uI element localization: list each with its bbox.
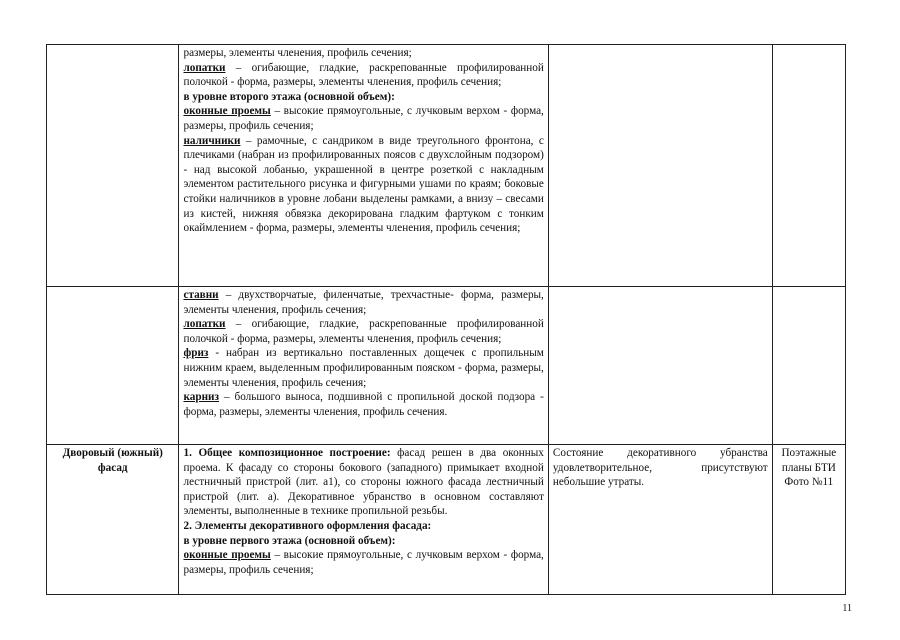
subheading: в уровне первого этажа (основной объем): <box>183 534 396 547</box>
term: лопатки <box>183 318 226 331</box>
lead-text: 1. Общее композиционное построение: <box>183 447 391 459</box>
table-row <box>47 445 846 595</box>
facade-label: Дворовый (южный) фасад <box>62 447 163 474</box>
paragraph: лопатки – огибающие, гладкие, раскрепованные профилированной полочкой - форма, размеры, элементы членения, профиль сечения; <box>183 318 544 345</box>
document-table <box>46 44 846 595</box>
sources-cell <box>772 445 845 595</box>
condition-cell <box>548 287 772 445</box>
sources-cell <box>772 287 845 445</box>
description-cell <box>179 287 548 445</box>
condition-cell <box>548 445 772 595</box>
term: оконные проемы <box>183 549 271 562</box>
term: лопатки <box>183 61 226 74</box>
term: карниз <box>183 391 219 404</box>
paragraph: оконные проемы – высокие прямоугольные, с лучковым верхом - форма, размеры, профиль сечения; <box>183 105 544 132</box>
sources-text: Поэтажные планы БТИ Фото №11 <box>781 447 837 489</box>
term: наличники <box>183 134 241 147</box>
paragraph: размеры, элементы членения, профиль сечения; <box>183 47 412 59</box>
term: оконные проемы <box>183 105 271 118</box>
page-number: 11 <box>842 603 852 614</box>
subheading: в уровне второго этажа (основной объем): <box>183 90 395 103</box>
paragraph: ставни – двухстворчатые, филенчатые, трехчастные- форма, размеры, элементы членения, профиль сечения; <box>183 289 544 316</box>
facade-label-cell <box>47 287 179 445</box>
facade-label-cell <box>47 45 179 287</box>
paragraph: лопатки – огибающие, гладкие, раскрепованные профилированной полочкой - форма, размеры, элементы членения, профиль сечения; <box>183 61 544 89</box>
paragraph: наличники – рамочные, с сандриком в виде треугольного фронтона, с плечиками (набран из профилированных поясов с двухслойным подзором) - над высокой лобанью, украшенной в центре розеткой с накладным элементом растительного рисунка и фигурными ушами по краям; боковые стойки наличников в уровне лобани выделены рамками, а внизу – свесами из кистей, нижняя обвязка декорирована гладким фартуком с тонким окаймлением - форма, размеры, элементы членения, профиль сечения; <box>183 134 544 235</box>
paragraph: 1. Общее композиционное построение: фасад решен в два оконных проема. К фасаду со стороны бокового (западного) примыкает входной лестничный пристрой (лит. а1), со стороны южного фасада лестничный пристрой (лит. а). Декоративное убранство в основном составляют элементы, выполненные в технике пропильной резьбы. <box>183 447 544 518</box>
subheading: 2. Элементы декоративного оформления фасада: <box>183 519 432 532</box>
description-cell <box>179 45 548 287</box>
table-row <box>47 45 846 287</box>
term: ставни <box>183 289 219 301</box>
paragraph: карниз – большого выноса, подшивной с пропильной доской подзора - форма, размеры, элементы членения, профиль сечения. <box>183 391 544 418</box>
description-cell <box>179 445 548 595</box>
table-row <box>47 287 846 445</box>
paragraph: фриз - набран из вертикально поставленных дощечек с пропильным нижним краем, выделенным профилированным пояском - форма, размеры, элементы членения, профиль сечения; <box>183 347 544 389</box>
facade-label-cell <box>47 445 179 595</box>
paragraph: оконные проемы – высокие прямоугольные, с лучковым верхом - форма, размеры, профиль сечения; <box>183 549 544 576</box>
term: фриз <box>183 347 209 360</box>
condition-text: Состояние декоративного убранства удовлетворительное, присутствуют небольшие утраты. <box>552 447 768 489</box>
sources-cell <box>772 45 845 287</box>
condition-cell <box>548 45 772 287</box>
